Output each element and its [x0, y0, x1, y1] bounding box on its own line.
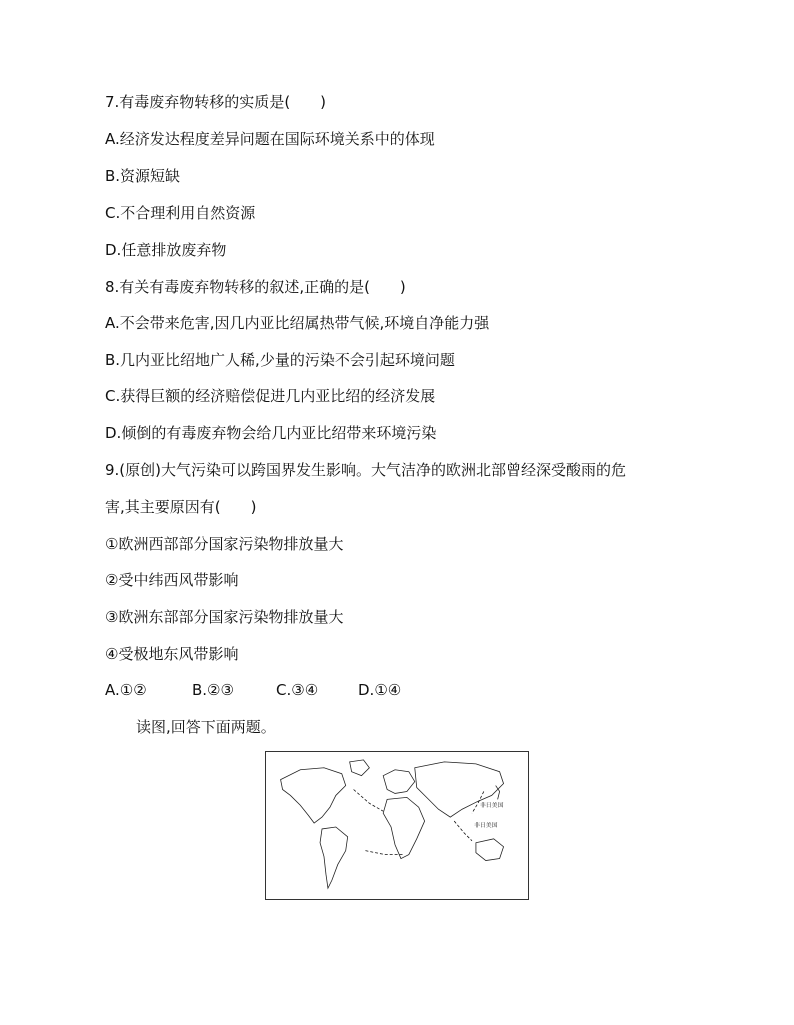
q8-option-b: B.几内亚比绍地广人稀,少量的污染不会引起环境问题 — [105, 351, 455, 369]
q9-choice-b: B.②③ — [192, 681, 234, 699]
route-indian-ocean — [454, 821, 472, 841]
q8-stem: 8.有关有毒废弃物转移的叙述,正确的是( ) — [105, 278, 406, 296]
world-map-figure — [265, 751, 529, 900]
europe-outline — [383, 770, 415, 794]
q9-choice-d: D.①④ — [358, 681, 402, 699]
map-label-2: 非日美国 — [473, 822, 498, 829]
north-america-outline — [281, 768, 346, 823]
q7-option-c: C.不合理利用自然资源 — [105, 204, 256, 222]
greenland-outline — [350, 760, 370, 776]
q9-item-3: ③欧洲东部部分国家污染物排放量大 — [105, 608, 344, 626]
q9-item-1: ①欧洲西部部分国家污染物排放量大 — [105, 535, 344, 553]
world-map-svg — [266, 752, 528, 899]
africa-outline — [383, 797, 424, 858]
q7-option-d: D.任意排放废弃物 — [105, 241, 227, 259]
q9-stem-line2: 害,其主要原因有( ) — [105, 498, 257, 516]
q9-stem-line1: 9.(原创)大气污染可以跨国界发生影响。大气洁净的欧洲北部曾经深受酸雨的危 — [105, 461, 627, 479]
q9-choice-c: C.③④ — [276, 681, 319, 699]
route-atlantic — [354, 789, 384, 811]
q8-option-d: D.倾倒的有毒废弃物会给几内亚比绍带来环境污染 — [105, 424, 437, 442]
australia-outline — [476, 839, 504, 861]
q7-option-a: A.经济发达程度差异问题在国际环境关系中的体现 — [105, 130, 435, 148]
q9-choice-a: A.①② — [105, 681, 147, 699]
q9-choices — [105, 680, 401, 700]
route-south-atlantic — [365, 851, 402, 855]
south-america-outline — [320, 827, 348, 888]
q8-option-c: C.获得巨额的经济赔偿促进几内亚比绍的经济发展 — [105, 387, 436, 405]
map-label-1: 非日美国 — [479, 803, 504, 810]
q8-option-a: A.不会带来危害,因几内亚比绍属热带气候,环境自净能力强 — [105, 314, 490, 332]
q9-item-2: ②受中纬西风带影响 — [105, 571, 239, 589]
q7-stem: 7.有毒废弃物转移的实质是( ) — [105, 93, 327, 111]
q9-item-4: ④受极地东风带影响 — [105, 645, 239, 663]
q7-option-b: B.资源短缺 — [105, 167, 181, 185]
reading-instruction: 读图,回答下面两题。 — [136, 718, 276, 736]
